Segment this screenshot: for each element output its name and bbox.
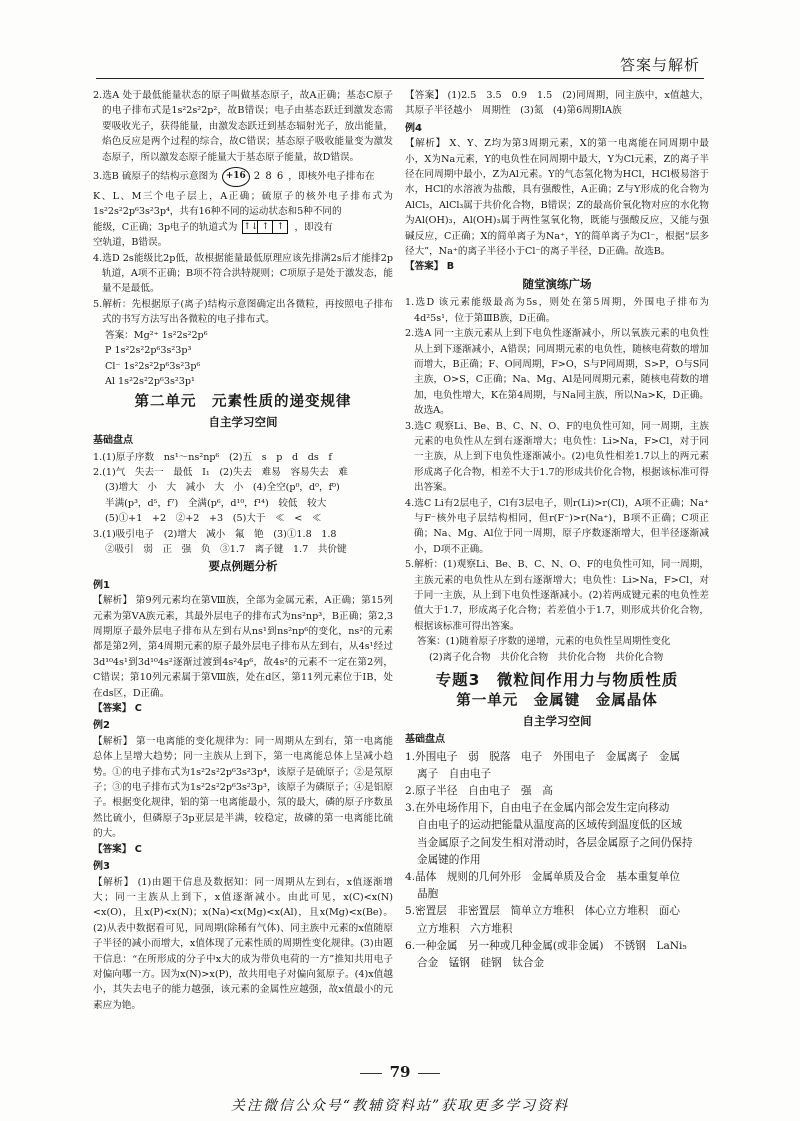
example-1-answer: 【答案】 C <box>93 703 142 715</box>
unit-1-title: 第一单元 金属键 金属晶体 <box>456 693 658 710</box>
list-item: 3.在外电场作用下，自由电子在金属内部会发生定向移动 <box>405 802 670 815</box>
basic-item-1: 1.(1)原子序数 ns¹～ns²np⁶ (2)五 s p d ds f <box>93 451 332 463</box>
list-item: 自由电子的运动把能量从温度高的区域传到温度低的区域 <box>417 819 682 832</box>
example-4-label: 例4 <box>405 122 422 134</box>
right-column <box>405 88 709 972</box>
list-item: 立方堆积 六方堆积 <box>417 922 513 935</box>
answer-5-mg: 答案：Mg²⁺ 1s²2s²2p⁶ <box>105 329 208 341</box>
basic-item-3: 3.(1)吸引电子 (2)增大 减小 氟 铯 (3)①1.8 1.8 <box>93 528 337 540</box>
answer-5-cl: Cl⁻ 1s²2s²2p⁶3s²3p⁶ <box>105 360 201 372</box>
answer-4: 4.选D 2s能级比2p低，故根据能量最低原理应该先排满2s后才能排2p轨道，A项不正确；B项不符合洪特规则；C项原子是处于激发态，能量不是最低。 <box>93 252 393 295</box>
page-number-text: 79 <box>389 1063 411 1081</box>
list-item: 合金 锰钢 硅钢 钛合金 <box>417 957 545 970</box>
example-1-label: 例1 <box>93 579 110 591</box>
list-item: 金属键的作用 <box>417 853 481 866</box>
page-number <box>0 1063 800 1081</box>
list-item: 离子 自由电子 <box>417 767 492 780</box>
left-column <box>93 88 393 1013</box>
practice-5-answer-b: (2)离子化合物 共价化合物 共价化合物 共价化合物 <box>429 651 664 663</box>
answer-5: 5.解析：先根据原子(离子)结构示意图确定出各微粒，再按照电子排布式的书写方法写出各微粒的电子排布式。 <box>93 298 393 326</box>
basic-item-2b: (3)增大 小 大 减小 大 小 (4)全空(p⁰，d⁰，f⁰) <box>105 482 340 494</box>
answer-3-prefix: 3.选B 硫原子的结构示意图为 <box>93 171 218 183</box>
practice-heading: 随堂演练广场 <box>522 276 592 291</box>
answer-3-body: K、L、M三个电子层上，A正确；硫原子的核外电子排布式为1s²2s²2p⁶3s²3p⁴，共有16种不同的运动状态和5种不同的 <box>93 191 393 218</box>
topic-3-title: 专题3 微粒间作用力与物质性质 <box>435 671 679 690</box>
self-study-heading: 自主学习空间 <box>208 414 278 429</box>
basic-item-2d: (5)①+1 +2 ②+2 +3 (5)大于 ≪ < ≪ <box>105 513 322 525</box>
basic-item-2: 2.(1)气 失去一 最低 I₁ (2)失去 难易 容易失去 难 <box>93 466 349 478</box>
basic-review-heading: 基础盘点 <box>93 435 133 447</box>
answer-5-p: P 1s²2s²2p⁶3s²3p³ <box>105 345 192 357</box>
basic-review-heading: 基础盘点 <box>405 734 445 746</box>
footer-note: 关注微信公众号“教辅资料站”获取更多学习资料 <box>230 1098 570 1114</box>
answer-3-end: 空轨道，B错误。 <box>93 237 168 249</box>
list-item: 当金属原子之间发生相对滑动时，各层金属原子之间仍保持 <box>417 836 693 849</box>
example-3-label: 例3 <box>93 861 110 873</box>
example-4-answer: 【答案】 B <box>405 261 455 273</box>
list-item: 晶胞 <box>417 888 439 901</box>
list-item: 5.密置层 非密置层 简单立方堆积 体心立方堆积 面心 <box>405 905 680 918</box>
answer-3-suffix: ，即核外电子排布在 <box>288 171 375 183</box>
orbital-line <box>93 220 393 235</box>
example-3-answer: 【答案】 (1)2.5 3.5 0.9 1.5 (2)同周期，同主族中，x值越大，其原子半径越小 周期性 (3)氮 (4)第6周期ⅠA族 <box>405 90 709 117</box>
header-title: 答案与解析 <box>619 56 700 74</box>
sulfur-structure-line <box>93 167 393 187</box>
basic-item-3b: ②吸引 弱 正 强 负 ③1.7 离子键 1.7 共价键 <box>105 543 347 555</box>
answer-2: 2.选A 处于最低能量状态的原子叫做基态原子，故A正确；基态C原子的电子排布式是1s²2s²2p²，故B错误；电子由基态跃迁到激发态需要吸收光子，获得能量，由激发态跃迁到基态辐射光子，放出能量，焰色反应是两个过程的综合，故C错误；基态原子吸收能量变为激发态原子，所以激发态原子能量大于基态原子能量，故D错误。 <box>93 90 393 163</box>
practice-1: 1.选D 该元素能级最高为5s，则处在第5周期，外围电子排布为4d²5s¹，位于第ⅢB族，D正确。 <box>405 297 709 324</box>
answer-5-al: Al 1s²2s²2p⁶3s²3p¹ <box>105 375 195 387</box>
orbital-prefix: 能级，C正确；3p电子的轨道式为 <box>93 221 238 233</box>
list-item: 6.一种金属 另一种或几种金属(或非金属) 不锈钢 LaNi₅ <box>405 939 687 952</box>
list-item: 1.外围电子 弱 脱落 电子 外围电子 金属离子 金属 <box>405 750 680 763</box>
practice-2: 2.选A 同一主族元素从上到下电负性逐渐减小，所以氧族元素的电负性从上到下逐渐减小，A错误；同周期元素的电负性，随核电荷数的增加而增大，B正确；F、O同周期，F>O，S与P同周期，S>P，O与S同主族，O>S，C正确；Na、Mg、Al是同周期元素，随核电荷数的增加，电负性增大，K在第4周期，与Na同主族，所以Na>K，D正确。故选A。 <box>405 328 709 417</box>
list-item: 2.原子半径 自由电子 强 高 <box>405 785 553 798</box>
sulfur-nucleus-icon: +16 <box>222 167 250 187</box>
basic-item-2c: 半满(p³，d⁵，f⁷) 全满(p⁶，d¹⁰，f¹⁴) 较低 较大 <box>105 497 327 509</box>
practice-5: 5.解析：(1)观察Li、Be、B、C、N、O、F的电负性可知，同一周期，主族元素的电负性从左到右逐渐增大；电负性：Li>Na，F>Cl，对于同一主族，从上到下电负性逐渐减小。(2)若两成键元素的电负性差值大于1.7，形成离子化合物；若差值小于1.7，则形成共价化合物，根据该标准可得出答案。 <box>405 559 709 632</box>
orbital-box: ↑↓ <box>243 222 259 233</box>
practice-3: 3.选C 观察Li、Be、B、C、N、O、F的电负性可知，同一周期，主族元素的电负性从左到右逐渐增大；电负性：Li>Na，F>Cl，对于同一主族，从上到下电负性逐渐减小。(2)电负性相差1.7以上的两元素形成离子化合物，相差不大于1.7的形成共价化合物，根据该标准可得出答案。 <box>405 420 709 494</box>
page-header <box>96 50 704 79</box>
orbital-suffix: ，即没有 <box>294 221 333 233</box>
sulfur-electron-shells: 2 8 6 <box>253 171 285 183</box>
example-2-answer: 【答案】 C <box>93 843 142 855</box>
example-2-analysis: 【解析】 第一电离能的变化规律为：同一周期从左到右，第一电离能总体上呈增大趋势；同一主族从上到下，第一电离能总体上呈减小趋势。①的电子排布式为1s²2s²2p⁶3s²3p⁴，该原子是硫原子；②是氖原子；③的电子排布式为1s²2s²2p⁶3s²3p³，该原子为磷原子；④是铝原子。根据变化规律，铝的第一电离能最小，氖的最大，磷的原子序数虽然比硫小，但磷原子3p亚层是半满，较稳定，故磷的第一电离能比硫的大。 <box>93 735 393 840</box>
self-study-heading: 自主学习空间 <box>522 713 592 728</box>
list-item: 4.晶体 规则的几何外形 金属单质及合金 基本重复单位 <box>405 871 680 884</box>
practice-4: 4.选C Li有2层电子，Cl有3层电子，则r(Li)>r(Cl)，A项不正确；Na⁺与F⁻核外电子层结构相同，但r(F⁻)>r(Na⁺)，B项不正确；C项正确；Na、Mg、Al位于同一周期，原子序数逐渐增大，但半径逐渐减小，D项不正确。 <box>405 497 709 555</box>
orbital-diagram-icon <box>243 220 288 234</box>
orbital-box: ↑ <box>272 220 288 234</box>
example-4-analysis: 【解析】 X、Y、Z均为第3周期元素，X的第一电离能在同周期中最小，X为Na元素，Y的电负性在同周期中最大，Y为Cl元素，Z的离子半径在同周期中最小，Z为Al元素。Y的气态氢化物为HCl，HCl极易溶于水，HCl的水溶液为盐酸，具有强酸性，A正确；Z与Y形成的化合物为AlCl₃，AlCl₃属于共价化合物，B错误；Z的最高价氧化物对应的水化物为Al(OH)₃，Al(OH)₃属于两性氢氧化物，既能与强酸反应，又能与强碱反应，C正确；X的简单离子为Na⁺，Y的简单离子为Cl⁻，根据“层多径大”，Na⁺的离子半径小于Cl⁻的离子半径，D正确。故选B。 <box>405 138 709 258</box>
orbital-box: ↑ <box>257 220 273 234</box>
metal-basic-list <box>405 749 709 973</box>
unit-2-title: 第二单元 元素性质的递变规律 <box>134 394 352 411</box>
example-3-analysis: 【解析】 (1)由题干信息及数据知：同一周期从左到右，x值逐渐增大；同一主族从上到下，x值逐渐减小。由此可见，x(C)<x(N)<x(O)，且x(P)<x(N)；x(Na)<x(Mg)<x(Al)，且x(Mg)<x(Be)。(2)从表中数据看可见，同周期(除稀有气体)、同主族中元素的x值随原子半径的减小而增大，x值体现了元素性质的周期性变化规律。(3)由题干信息：“在所形成的分子中x大的成为带负电荷的一方”推知共用电子对偏向哪一方。因为x(N)>x(P)，故共用电子对偏向氮原子。(4)x值越小，其失去电子的能力越强，该元素的金属性应越强，故x值最小的元素应为铯。 <box>93 876 393 1011</box>
practice-5-answer: 答案：(1)随着原子序数的递增，元素的电负性呈周期性变化 <box>417 636 671 648</box>
example-1-analysis: 【解析】 第9列元素均在第Ⅷ族，全部为金属元素，A正确；第15列元素为第ⅤA族元素，其最外层电子的排布式为ns²np³，B正确；第2,3周期原子最外层电子排布从左到右从ns¹到ns²np⁶的变化，ns²的元素都是第2列，第4周期元素的原子最外层电子排布从左到右，从4s¹经过3d¹⁰4s¹到3d¹⁰4s²逐渐过渡到4s²4p⁶，故4s²的元素不一定在第2列，C错误；第10列元素属于第Ⅷ族，处在d区，第11列元素位于ⅠB，处在ds区，D正确。 <box>93 595 393 699</box>
example-2-label: 例2 <box>93 720 110 732</box>
key-points-heading: 要点例题分析 <box>208 559 278 574</box>
